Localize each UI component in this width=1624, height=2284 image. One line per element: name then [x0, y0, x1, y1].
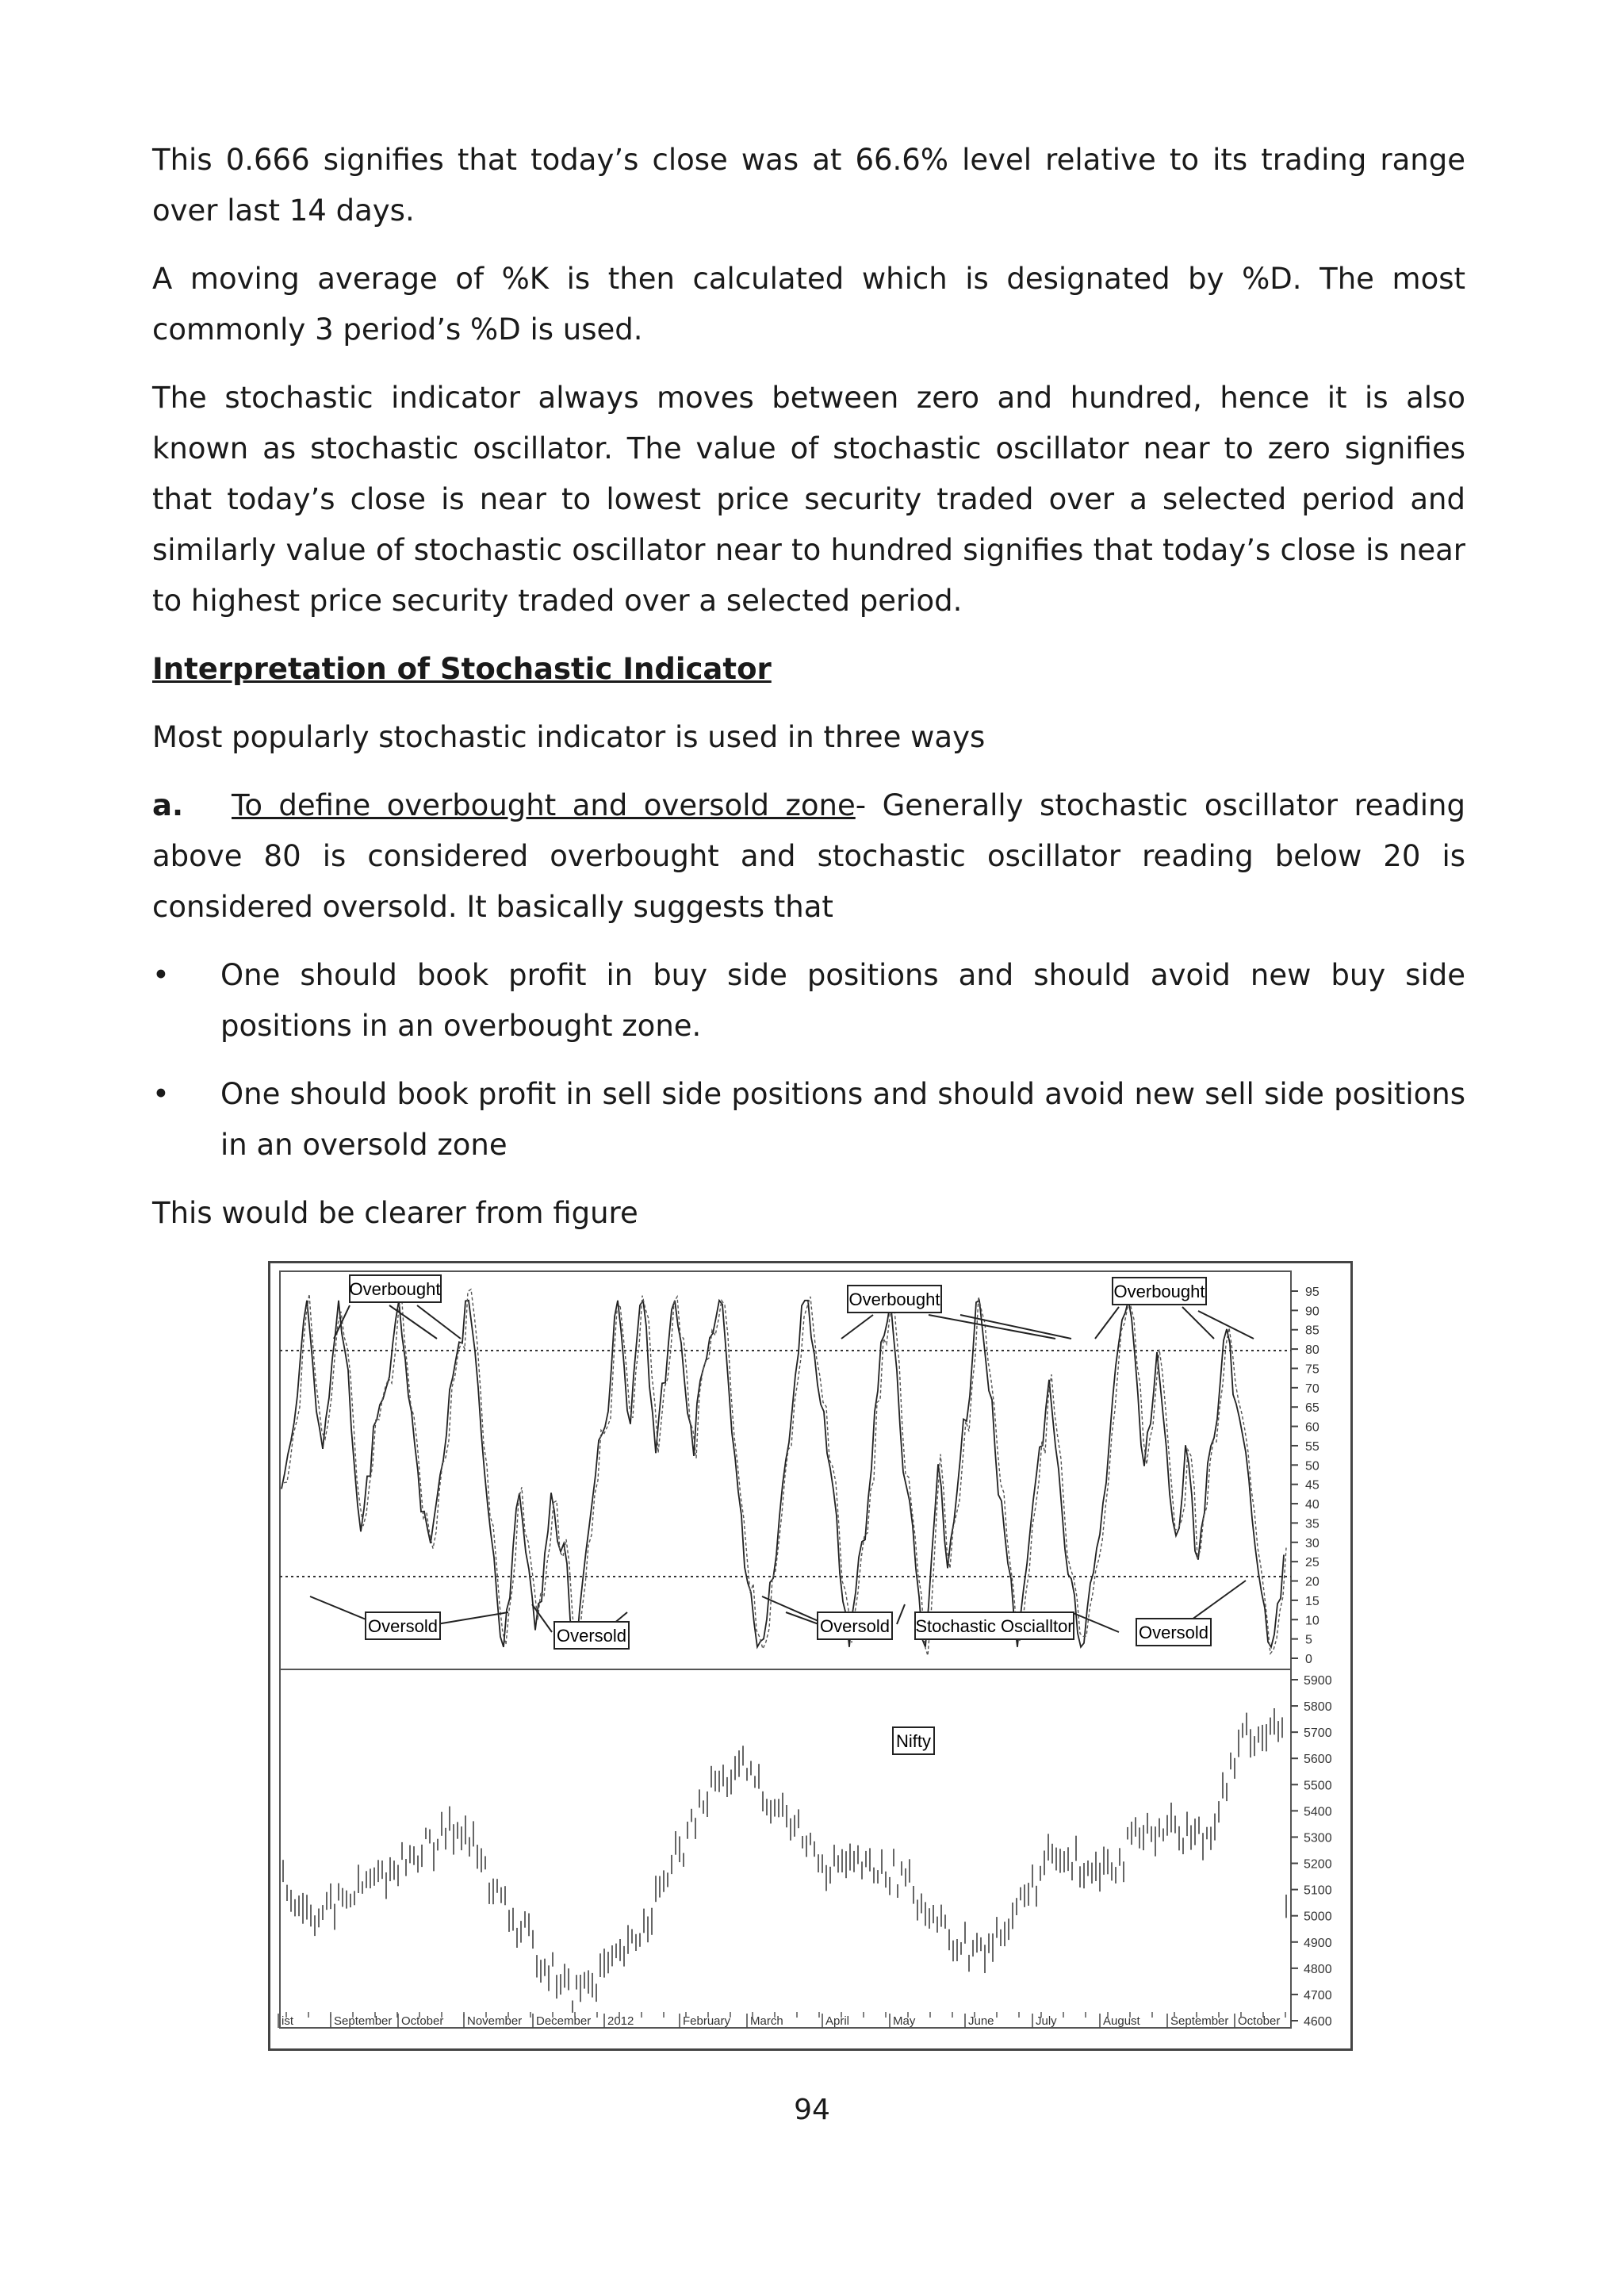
month-label: September [1170, 2014, 1229, 2028]
percent-k-line [282, 1301, 1284, 1647]
label-stochastic: Stochastic Oscialltor [915, 1616, 1074, 1636]
lower-axis-label: 5400 [1304, 1805, 1332, 1819]
month-label: October [1238, 2014, 1281, 2028]
paragraph-2: A moving average of %K is then calculated which is designated by %D. The most commonly 3 period’s %D is used. [152, 262, 1465, 347]
bullet-item-1 [152, 950, 1465, 1052]
annotation-overbought-3 [1113, 1278, 1206, 1305]
figure-svg [270, 1263, 1350, 2048]
upper-axis-label: 5 [1305, 1633, 1312, 1647]
lower-axis-label: 5100 [1304, 1884, 1332, 1898]
month-label: October [401, 2014, 444, 2028]
month-label: February [683, 2014, 731, 2028]
label-oversold-3: Oversold [819, 1616, 891, 1636]
upper-axis-label: 40 [1305, 1498, 1320, 1512]
bullet-text-1: One should book profit in buy side positions and should avoid new buy side positions in an overbought zone. [220, 958, 1465, 1043]
oscillator-lines [282, 1289, 1286, 1656]
month-label: April [825, 2014, 850, 2028]
upper-axis-label: 80 [1305, 1343, 1320, 1358]
lower-axis [1291, 1674, 1332, 2029]
item-a-label: a. [152, 788, 184, 822]
lower-axis-label: 5200 [1304, 1857, 1332, 1872]
bullet-marker: • [152, 958, 170, 992]
nifty-panel [280, 1669, 1291, 2028]
month-label: ist [282, 2014, 293, 2028]
upper-axis-label: 30 [1305, 1536, 1320, 1550]
item-a-text: - Generally stochastic oscillator reading above 80 is considered overbought and stochastic oscillator reading below 20 is considered oversold. It basically suggests that [152, 788, 1465, 924]
lower-axis-label: 5000 [1304, 1910, 1332, 1924]
figure-caption: This would be clearer from figure [152, 1196, 638, 1230]
annotation-overbought-1 [350, 1275, 441, 1302]
upper-axis-label: 15 [1305, 1594, 1320, 1608]
upper-axis-label: 50 [1305, 1459, 1320, 1473]
paragraph-1: This 0.666 signifies that today’s close was at 66.6% level relative to its trading range over last 14 days. [152, 143, 1465, 228]
lower-axis-label: 5900 [1304, 1674, 1332, 1688]
lower-axis-label: 5800 [1304, 1700, 1332, 1715]
upper-axis-label: 55 [1305, 1439, 1320, 1454]
month-label: November [467, 2014, 523, 2028]
annotation-oversold-2 [554, 1622, 629, 1649]
label-oversold-2: Oversold [556, 1626, 627, 1646]
month-label: July [1036, 2014, 1057, 2028]
paragraph-3: The stochastic indicator always moves between zero and hundred, hence it is also known as stochastic oscillator. The value of stochastic oscillator near to zero signifies that today’s close is near to lowest price security traded over a selected period and similarly value of stochastic oscillator near to hundred signifies that today’s close is near to highest price security traded over a selected period. [152, 381, 1465, 618]
upper-axis-label: 45 [1305, 1478, 1320, 1493]
upper-axis [1291, 1286, 1320, 1666]
label-overbought-1: Overbought [349, 1279, 441, 1299]
upper-axis-label: 25 [1305, 1556, 1320, 1570]
lower-axis-label: 4900 [1304, 1936, 1332, 1950]
annotation-oversold-4 [1136, 1619, 1211, 1646]
upper-axis-label: 10 [1305, 1614, 1320, 1628]
upper-axis-label: 85 [1305, 1324, 1320, 1338]
upper-axis-label: 20 [1305, 1575, 1320, 1589]
month-label: September [334, 2014, 393, 2028]
month-label: December [536, 2014, 592, 2028]
upper-axis-label: 95 [1305, 1286, 1320, 1299]
lower-axis-label: 4600 [1304, 2015, 1332, 2029]
item-a-title: To define overbought and oversold zone [232, 788, 856, 822]
body-text [152, 135, 1465, 1256]
month-label: March [750, 2014, 783, 2028]
upper-axis-label: 35 [1305, 1517, 1320, 1531]
annotation-oversold-1 [366, 1612, 440, 1639]
lower-axis-label: 5500 [1304, 1779, 1332, 1793]
month-axis [278, 2012, 1285, 2028]
bullet-item-2 [152, 1069, 1465, 1171]
stochastic-figure [268, 1261, 1353, 2051]
annotation-stochastic [915, 1612, 1074, 1639]
upper-axis-label: 90 [1305, 1305, 1320, 1319]
nifty-price-bars [283, 1708, 1286, 2013]
item-a [152, 780, 1465, 933]
annotation-nifty [893, 1727, 934, 1754]
upper-axis-label: 75 [1305, 1362, 1320, 1377]
intro-text: Most popularly stochastic indicator is used in three ways [152, 720, 986, 754]
month-label: 2012 [607, 2014, 634, 2028]
lower-axis-label: 4700 [1304, 1988, 1332, 2002]
lower-axis-label: 5600 [1304, 1753, 1332, 1767]
label-overbought-3: Overbought [1113, 1282, 1205, 1301]
month-label: May [893, 2014, 916, 2028]
label-nifty: Nifty [896, 1731, 931, 1751]
page-number: 94 [794, 2094, 830, 2126]
section-heading: Interpretation of Stochastic Indicator [152, 652, 772, 686]
percent-d-line [284, 1289, 1286, 1656]
upper-axis-label: 65 [1305, 1401, 1320, 1416]
lower-axis-label: 5700 [1304, 1726, 1332, 1741]
upper-axis-label: 60 [1305, 1420, 1320, 1435]
annotation-leaders [310, 1305, 1254, 1632]
label-oversold-1: Oversold [367, 1616, 439, 1636]
lower-axis-label: 4800 [1304, 1962, 1332, 1976]
annotation-overbought-2 [848, 1286, 941, 1313]
month-label: August [1103, 2014, 1140, 2028]
lower-axis-label: 5300 [1304, 1831, 1332, 1845]
bullet-marker: • [152, 1077, 170, 1111]
label-overbought-2: Overbought [848, 1290, 940, 1309]
annotation-oversold-3 [818, 1612, 892, 1639]
upper-axis-label: 0 [1305, 1653, 1312, 1666]
month-label: June [968, 2014, 994, 2028]
upper-axis-label: 70 [1305, 1382, 1320, 1396]
bullet-text-2: One should book profit in sell side positions and should avoid new sell side positions in an oversold zone [220, 1077, 1465, 1162]
label-oversold-4: Oversold [1138, 1623, 1209, 1642]
